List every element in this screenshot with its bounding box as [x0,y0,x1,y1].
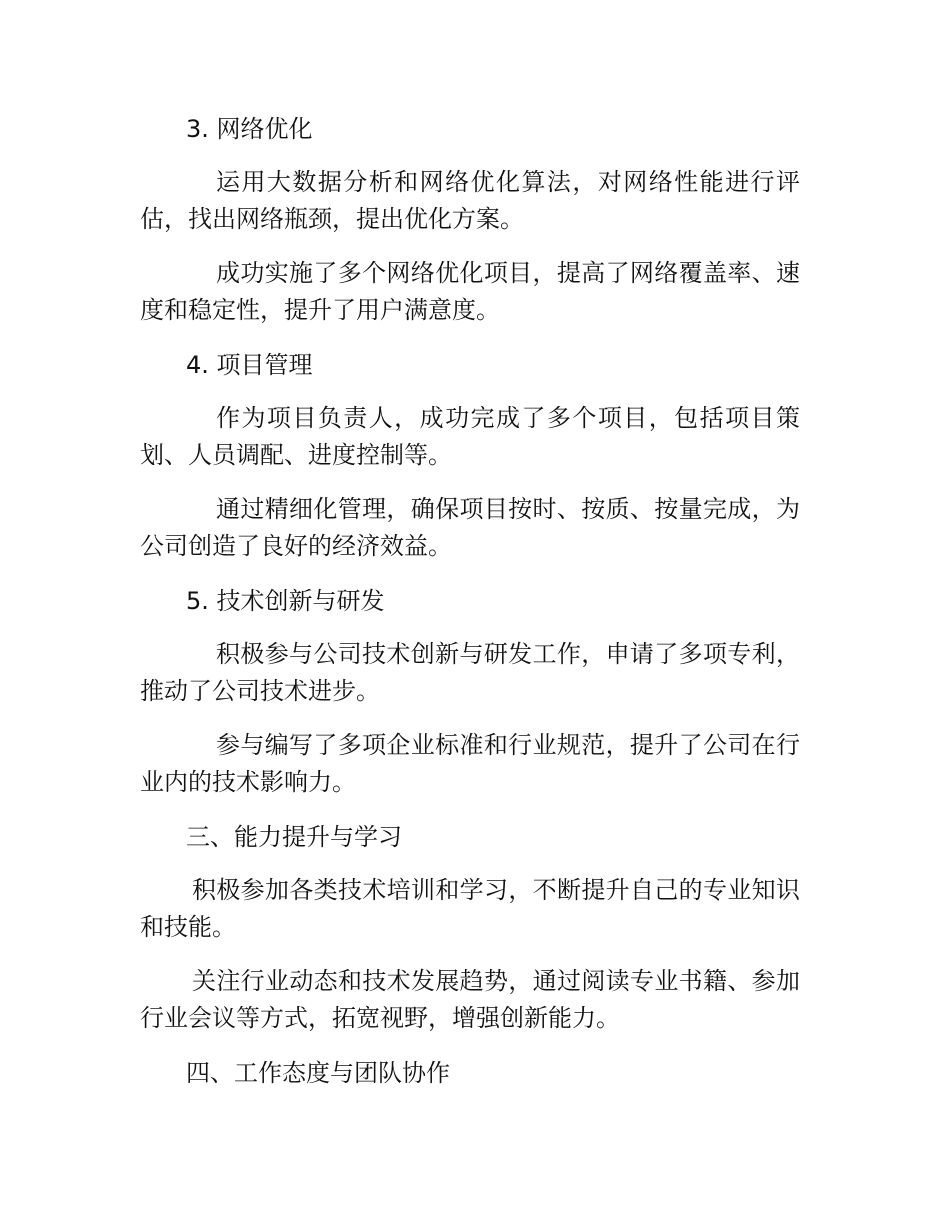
paragraph: 参与编写了多项企业标准和行业规范，提升了公司在行业内的技术影响力。 [140,731,800,796]
section-heading-tech-innovation: 5. 技术创新与研发 [186,587,385,615]
paragraph: 成功实施了多个网络优化项目，提高了网络覆盖率、速度和稳定性，提升了用户满意度。 [140,259,800,324]
paragraph: 运用大数据分析和网络优化算法，对网络性能进行评估，找出网络瓶颈，提出优化方案。 [140,168,800,233]
document-body [140,110,800,1108]
paragraph: 关注行业动态和技术发展趋势，通过阅读专业书籍、参加行业会议等方式，拓宽视野，增强创新能力。 [140,967,800,1032]
section-heading-skill-improvement: 三、能力提升与学习 [186,823,402,851]
section-heading-network-optimization: 3. 网络优化 [186,115,313,143]
section-heading-project-management: 4. 项目管理 [186,351,313,379]
paragraph: 作为项目负责人，成功完成了多个项目，包括项目策划、人员调配、进度控制等。 [140,404,800,469]
paragraph: 积极参与公司技术创新与研发工作，申请了多项专利，推动了公司技术进步。 [140,640,800,705]
paragraph: 通过精细化管理，确保项目按时、按质、按量完成，为公司创造了良好的经济效益。 [140,495,800,560]
paragraph: 积极参加各类技术培训和学习，不断提升自己的专业知识和技能。 [140,876,800,941]
section-heading-work-attitude: 四、工作态度与团队协作 [186,1059,450,1087]
